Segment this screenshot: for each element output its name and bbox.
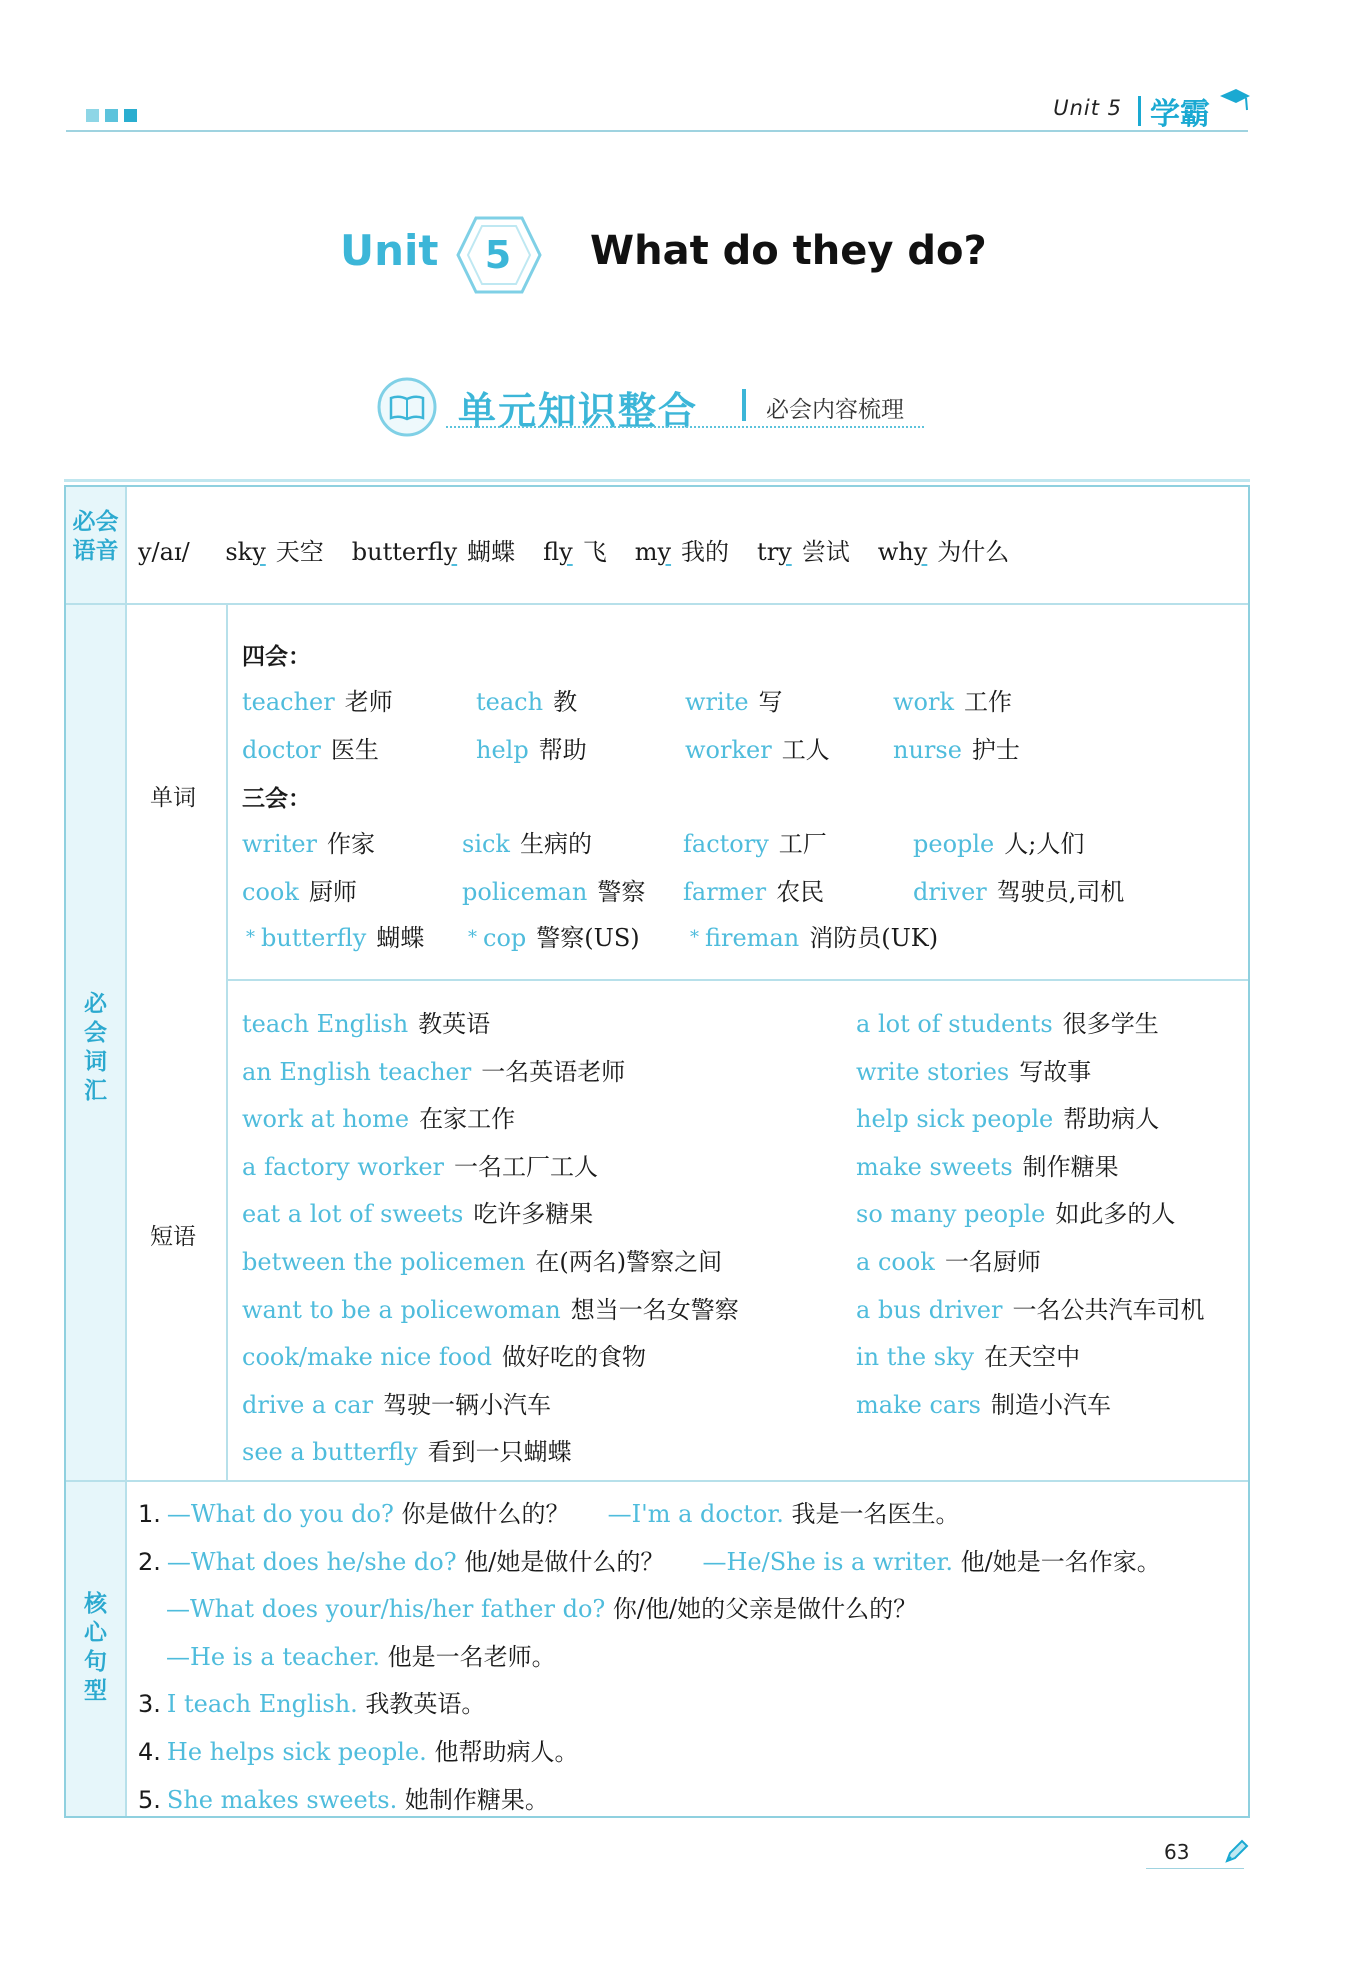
- sentence-line: [138, 1732, 578, 1767]
- phrase-item: [856, 1004, 1159, 1039]
- sentence-chinese: 她制作糖果。: [397, 1785, 549, 1814]
- four-skill-word-chinese: 工作: [964, 688, 1013, 716]
- four-skill-word: [242, 682, 393, 717]
- phrase-chinese: 一名公共汽车司机: [1012, 1295, 1205, 1324]
- phrase-chinese: 在家工作: [419, 1105, 516, 1134]
- three-skill-word: [683, 824, 827, 859]
- phonics-word-letter: y: [443, 538, 458, 566]
- title-unit-number: 5: [484, 233, 512, 277]
- phonics-word-stem: wh: [877, 538, 914, 566]
- phrase-english: drive a car: [242, 1390, 374, 1419]
- phrase-english: work at home: [242, 1105, 410, 1134]
- header-brand: 学霸: [1150, 97, 1210, 132]
- four-skill-word: [685, 730, 830, 765]
- sentence-english: He helps sick people.: [166, 1738, 427, 1766]
- three-skill-word: [462, 872, 645, 907]
- phrase-english: help sick people: [856, 1105, 1054, 1134]
- phonics-word-meaning: 天空: [275, 538, 324, 566]
- pencil-icon: [1222, 1838, 1250, 1866]
- page-number: 63: [1164, 1840, 1190, 1864]
- three-skill-word: [242, 824, 375, 859]
- sentence-chinese: 他/她是一名作家。: [952, 1547, 1161, 1576]
- phonics-word-meaning: 飞: [582, 538, 607, 566]
- row-divider-phonics: [66, 603, 1248, 605]
- starred-word-english: butterfly: [261, 924, 367, 952]
- sentence-line: [138, 1542, 1161, 1577]
- phonics-word-letter: y: [559, 538, 573, 566]
- vocab-label: 必会词汇: [84, 991, 107, 1104]
- sentence-line: [166, 1637, 556, 1672]
- three-skill-word: [683, 872, 824, 907]
- section-banner-subtitle: 必会内容梳理: [766, 397, 904, 423]
- phonics-word-stem: m: [634, 538, 658, 566]
- phrase-english: see a butterfly: [242, 1438, 418, 1467]
- four-skill-word: [685, 682, 783, 717]
- phrase-chinese: 写故事: [1019, 1057, 1092, 1086]
- starred-word: [690, 918, 938, 953]
- words-label: 单词: [150, 785, 196, 811]
- four-skill-word-chinese: 教: [553, 688, 578, 716]
- four-skill-word-english: write: [685, 688, 749, 716]
- star-mark: *: [246, 927, 255, 948]
- four-skill-word-english: work: [893, 688, 955, 716]
- starred-word: [246, 918, 424, 953]
- phrase-english: a factory worker: [242, 1152, 445, 1181]
- phonics-word-letter: y: [252, 538, 266, 566]
- phonics-word: [352, 538, 515, 566]
- four-skill-word-english: worker: [685, 736, 772, 764]
- phrase-item: [242, 1099, 515, 1134]
- sentence-english: She makes sweets.: [166, 1785, 398, 1814]
- phonics-word-stem: tr: [757, 538, 779, 566]
- sub-label-divider: [226, 605, 228, 1481]
- three-skills-label: 三会：: [242, 786, 311, 812]
- four-skill-word: [476, 682, 577, 717]
- phrase-item: [856, 1147, 1119, 1182]
- phrase-chinese: 如此多的人: [1055, 1200, 1176, 1229]
- four-skill-word-chinese: 工人: [781, 736, 830, 764]
- three-skill-word-chinese: 警察: [597, 878, 646, 906]
- phrase-item: [856, 1385, 1111, 1420]
- row-divider-phrases: [66, 1480, 1248, 1482]
- phonics-word-letter: y: [913, 538, 928, 566]
- four-skill-word: [242, 730, 379, 765]
- starred-word: [468, 918, 640, 953]
- phrase-chinese: 一名英语老师: [481, 1057, 626, 1086]
- four-skill-word: [893, 730, 1020, 765]
- sentence-number: 4.: [138, 1738, 161, 1766]
- sentence-line: [138, 1684, 485, 1719]
- phrase-item: [242, 1194, 593, 1229]
- phrase-chinese: 驾驶一辆小汽车: [383, 1390, 552, 1419]
- three-skill-word-english: driver: [913, 878, 987, 906]
- three-skill-word-english: farmer: [683, 878, 767, 906]
- four-skills-label: 四会：: [242, 644, 311, 670]
- phrase-item: [242, 1432, 572, 1467]
- phonics-label: 必会语音: [72, 509, 119, 564]
- sentence-chinese: 你是做什么的？: [393, 1500, 570, 1528]
- phrase-english: an English teacher: [242, 1057, 472, 1086]
- three-skill-word-chinese: 生病的: [519, 830, 592, 858]
- sentence-english: —What do you do?: [166, 1500, 394, 1528]
- star-mark: *: [690, 927, 699, 948]
- phrase-chinese: 一名工厂工人: [454, 1152, 599, 1181]
- four-skill-word: [893, 682, 1012, 717]
- sentences-label: 核心句型: [84, 1591, 107, 1704]
- phonics-word-letter: y: [778, 538, 792, 566]
- three-skill-word: [242, 872, 357, 907]
- section-banner-title: 单元知识整合: [458, 389, 699, 433]
- three-skill-word-english: sick: [462, 830, 510, 858]
- phrase-english: eat a lot of sweets: [242, 1200, 464, 1229]
- starred-word-english: cop: [483, 924, 527, 952]
- phonics-word: [757, 538, 850, 566]
- three-skill-word-chinese: 农民: [776, 878, 825, 906]
- phrase-item: [242, 1337, 646, 1372]
- page-number-rule: [1146, 1868, 1244, 1869]
- phrase-chinese: 在天空中: [984, 1343, 1081, 1372]
- phonics-word: [635, 538, 729, 566]
- phrase-chinese: 想当一名女警察: [570, 1295, 739, 1324]
- phrase-chinese: 帮助病人: [1063, 1105, 1160, 1134]
- phrase-item: [856, 1290, 1204, 1325]
- starred-word-english: fireman: [705, 924, 800, 952]
- four-skill-word-english: help: [476, 736, 529, 764]
- four-skill-word-chinese: 老师: [344, 688, 393, 716]
- phonics-word-meaning: 蝴蝶: [467, 538, 516, 566]
- sentence-english: —What does he/she do?: [166, 1547, 457, 1576]
- sentence-chinese: 你/他/她的父亲是做什么的？: [605, 1595, 918, 1624]
- three-skill-word-chinese: 工厂: [778, 830, 827, 858]
- phrase-item: [242, 1242, 722, 1277]
- sentence-english: I teach English.: [166, 1690, 358, 1719]
- phrase-chinese: 制作糖果: [1022, 1152, 1119, 1181]
- phonics-word: [225, 538, 323, 566]
- phonics-word-stem: sk: [225, 538, 253, 566]
- phrase-item: [242, 1052, 625, 1087]
- three-skill-word: [462, 824, 592, 859]
- phrase-item: [242, 1385, 551, 1420]
- phrase-item: [856, 1337, 1080, 1372]
- three-skill-word-english: writer: [242, 830, 318, 858]
- phrase-english: make sweets: [856, 1152, 1013, 1181]
- header-divider: [1138, 96, 1141, 126]
- three-skill-word-chinese: 厨师: [308, 878, 357, 906]
- four-skill-word-chinese: 护士: [971, 736, 1020, 764]
- four-skill-word-english: teach: [476, 688, 544, 716]
- four-skill-word-english: teacher: [242, 688, 335, 716]
- four-skill-word-chinese: 医生: [330, 736, 379, 764]
- phrase-english: a cook: [856, 1248, 935, 1276]
- three-skill-word-english: cook: [242, 878, 299, 906]
- four-skill-word: [476, 730, 587, 765]
- phonics-word-meaning: 尝试: [801, 538, 850, 566]
- phonics-word: [878, 538, 1010, 566]
- four-skill-word-english: doctor: [242, 736, 321, 764]
- banner-dotted-rule: [446, 426, 924, 428]
- sentence-number: 5.: [138, 1785, 161, 1814]
- phrase-chinese: 制造小汽车: [990, 1390, 1111, 1419]
- three-skill-word-chinese: 作家: [327, 830, 376, 858]
- phrase-item: [856, 1052, 1091, 1087]
- phrase-item: [856, 1242, 1041, 1277]
- sentence-line: [138, 1780, 549, 1815]
- sentence-line: [138, 1494, 959, 1529]
- sentence-number: 3.: [138, 1690, 161, 1719]
- phrase-english: between the policemen: [242, 1248, 526, 1276]
- row-divider-words: [226, 979, 1248, 981]
- graduation-cap-icon: [1218, 86, 1252, 116]
- banner-divider: [742, 389, 746, 421]
- phrase-english: want to be a policewoman: [242, 1295, 561, 1324]
- phonics-word-meaning: 为什么: [937, 538, 1010, 566]
- title-unit-word: Unit: [340, 226, 439, 275]
- phrase-chinese: 教英语: [418, 1010, 491, 1038]
- phonics-word-stem: fl: [543, 538, 560, 566]
- phrase-chinese: 吃许多糖果: [473, 1200, 594, 1229]
- phonics-word-letter: y: [657, 538, 672, 566]
- three-skill-word-chinese: 人;人们: [1004, 830, 1085, 858]
- phrase-english: in the sky: [856, 1343, 975, 1372]
- phrase-english: so many people: [856, 1200, 1046, 1229]
- sentence-chinese: 他是一名老师。: [380, 1642, 556, 1671]
- phrase-chinese: 做好吃的食物: [501, 1343, 646, 1372]
- sentence-english: —He is a teacher.: [166, 1642, 381, 1671]
- sentence-chinese: 我教英语。: [357, 1690, 486, 1719]
- phonics-word: [543, 538, 607, 566]
- sentence-chinese: 他/她是做什么的？: [456, 1547, 665, 1576]
- sentence-english: —I'm a doctor.: [569, 1500, 784, 1528]
- four-skill-word-english: nurse: [893, 736, 962, 764]
- starred-word-chinese: 蝴蝶: [376, 924, 425, 952]
- three-skill-word-chinese: 驾驶员,司机: [996, 878, 1125, 906]
- sentence-english: —He/She is a writer.: [664, 1547, 953, 1576]
- side-column-divider: [125, 487, 127, 1816]
- star-mark: *: [468, 927, 477, 948]
- phrase-english: teach English: [242, 1010, 409, 1038]
- phrase-english: make cars: [856, 1390, 981, 1419]
- sentence-english: —What does your/his/her father do?: [166, 1595, 606, 1624]
- phonics-symbol: y/aɪ/: [138, 538, 190, 566]
- phonics-word-meaning: 我的: [681, 538, 730, 566]
- phrase-chinese: 看到一只蝴蝶: [427, 1438, 572, 1467]
- phrase-english: a lot of students: [856, 1010, 1053, 1038]
- starred-word-chinese: 警察(US): [536, 924, 640, 952]
- sentence-line: [166, 1589, 917, 1624]
- phrase-chinese: 在(两名)警察之间: [535, 1248, 723, 1276]
- four-skill-word-chinese: 写: [758, 688, 783, 716]
- starred-word-chinese: 消防员(UK): [809, 924, 939, 952]
- table-top-accent: [64, 479, 1250, 482]
- three-skill-word-english: policeman: [462, 878, 588, 906]
- phrase-item: [242, 1004, 490, 1039]
- phrase-english: cook/make nice food: [242, 1343, 492, 1372]
- phrase-item: [242, 1290, 739, 1325]
- phrase-item: [856, 1099, 1159, 1134]
- phrases-label: 短语: [150, 1224, 196, 1250]
- four-skill-word-chinese: 帮助: [538, 736, 587, 764]
- sentence-chinese: 我是一名医生。: [783, 1500, 960, 1528]
- three-skill-word-english: people: [913, 830, 995, 858]
- header-unit-label: Unit 5: [1053, 96, 1122, 120]
- sentence-number: 2.: [138, 1547, 161, 1576]
- three-skill-word: [913, 872, 1124, 907]
- page-title: What do they do?: [590, 228, 987, 274]
- header-decor-squares: [86, 109, 137, 122]
- three-skill-word: [913, 824, 1084, 859]
- sentence-chinese: 他帮助病人。: [426, 1738, 579, 1766]
- book-icon: [376, 376, 438, 438]
- phrase-item: [242, 1147, 598, 1182]
- phrase-chinese: 一名厨师: [944, 1248, 1041, 1276]
- phrase-english: write stories: [856, 1057, 1010, 1086]
- phonics-word-stem: butterfl: [351, 538, 444, 566]
- three-skill-word-english: factory: [683, 830, 769, 858]
- header-rule: [66, 130, 1248, 132]
- phrase-item: [856, 1194, 1175, 1229]
- phrase-english: a bus driver: [856, 1295, 1003, 1324]
- phrase-chinese: 很多学生: [1062, 1010, 1159, 1038]
- sentence-number: 1.: [138, 1500, 161, 1528]
- phonics-row: [138, 532, 1009, 567]
